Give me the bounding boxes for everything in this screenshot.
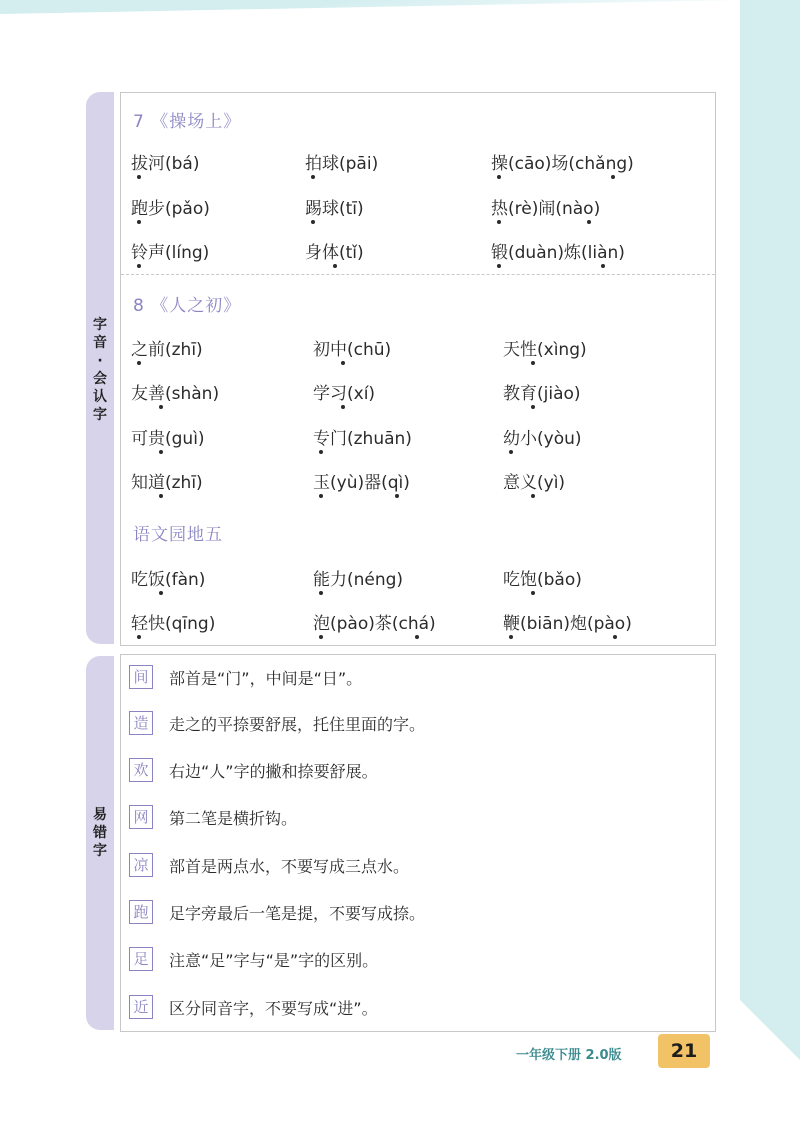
- lesson-title: 8 《人之初》: [133, 296, 242, 316]
- vocab-word: 学习(xí): [313, 379, 375, 404]
- vocab-word: 操(cāo)场(chǎng): [491, 149, 634, 174]
- vocab-word: 吃饱(bǎo): [503, 565, 582, 590]
- vocab-word: 轻快(qīng): [131, 609, 215, 634]
- vocab-word: 拔河(bá): [131, 149, 199, 174]
- error-item: [129, 947, 709, 975]
- vocab-word: 锻(duàn)炼(liàn): [491, 238, 625, 263]
- error-char-box: 凉: [129, 853, 153, 877]
- error-char-box: 足: [129, 947, 153, 971]
- vocab-word: 玉(yù)器(qì): [313, 468, 410, 493]
- error-note: 部首是“门”，中间是“日”。: [169, 669, 363, 688]
- error-item: [129, 995, 709, 1023]
- vocab-word: 能力(néng): [313, 565, 403, 590]
- error-char-box: 间: [129, 665, 153, 689]
- error-note: 走之的平捺要舒展，托住里面的字。: [169, 715, 426, 734]
- error-note: 注意“足”字与“是”字的区别。: [169, 951, 379, 970]
- tab-label-literacy: 字 音 · 会 认 字: [93, 317, 107, 423]
- error-item: [129, 900, 709, 928]
- error-note: 右边“人”字的撇和捺要舒展。: [169, 762, 378, 781]
- vocab-word: 鞭(biān)炮(pào): [503, 609, 632, 634]
- error-item: [129, 711, 709, 739]
- errors-panel: [120, 654, 716, 1032]
- error-item: [129, 758, 709, 786]
- error-note: 第二笔是横折钩。: [169, 809, 298, 828]
- vocab-word: 知道(zhī): [131, 468, 203, 493]
- lesson-title: 7 《操场上》: [133, 112, 242, 132]
- error-note: 区分同音字，不要写成“进”。: [169, 999, 378, 1018]
- vocab-word: 铃声(líng): [131, 238, 209, 263]
- error-char-box: 近: [129, 995, 153, 1019]
- error-char-box: 造: [129, 711, 153, 735]
- tab-label-errors: 易 错 字: [93, 807, 107, 859]
- error-item: [129, 665, 709, 693]
- error-char-box: 跑: [129, 900, 153, 924]
- vocab-word: 吃饭(fàn): [131, 565, 205, 590]
- vocab-word: 教育(jiào): [503, 379, 581, 404]
- vocab-word: 初中(chū): [313, 335, 391, 360]
- vocab-word: 踢球(tī): [305, 194, 364, 219]
- section-divider: [121, 274, 715, 275]
- side-tab-errors: [86, 656, 114, 1030]
- background-teal-right: [740, 0, 800, 1123]
- vocab-word: 泡(pào)茶(chá): [313, 609, 436, 634]
- error-item: [129, 853, 709, 881]
- vocab-word: 拍球(pāi): [305, 149, 378, 174]
- vocab-word: 身体(tǐ): [305, 238, 364, 263]
- literacy-panel: [120, 92, 716, 646]
- vocab-word: 意义(yì): [503, 468, 565, 493]
- vocab-word: 专门(zhuān): [313, 424, 412, 449]
- vocab-word: 热(rè)闹(nào): [491, 194, 600, 219]
- error-char-box: 网: [129, 805, 153, 829]
- vocab-word: 跑步(pǎo): [131, 194, 210, 219]
- error-note: 部首是两点水，不要写成三点水。: [169, 857, 410, 876]
- vocab-word: 幼小(yòu): [503, 424, 582, 449]
- book-label: 一年级下册 2.0版: [516, 1048, 622, 1063]
- error-note: 足字旁最后一笔是提，不要写成捺。: [169, 904, 426, 923]
- vocab-word: 友善(shàn): [131, 379, 219, 404]
- vocab-word: 之前(zhī): [131, 335, 203, 360]
- error-char-box: 欢: [129, 758, 153, 782]
- error-item: [129, 805, 709, 833]
- page-number: 21: [658, 1034, 710, 1068]
- vocab-word: 可贵(guì): [131, 424, 205, 449]
- side-tab-literacy: [86, 92, 114, 644]
- lesson-title: 语文园地五: [133, 525, 223, 545]
- vocab-word: 天性(xìng): [503, 335, 587, 360]
